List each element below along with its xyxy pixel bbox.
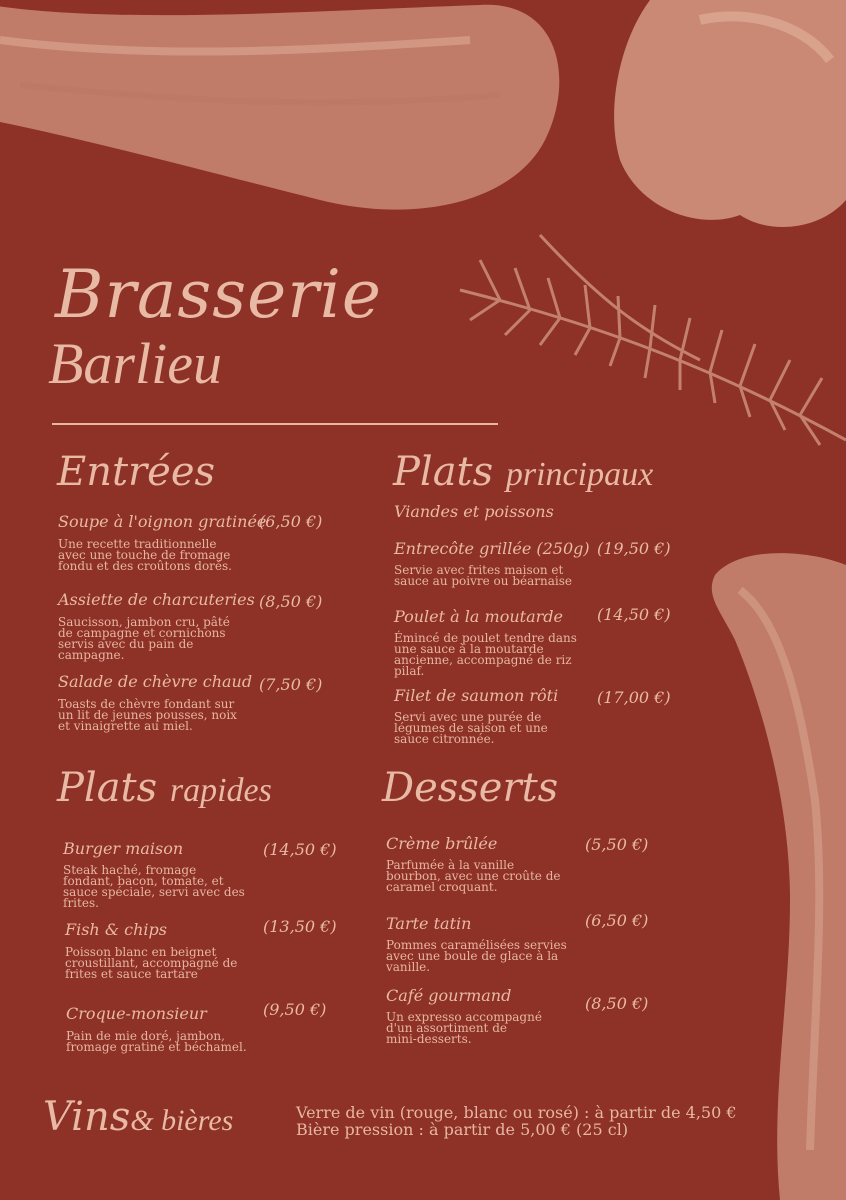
menu-item-name: Soupe à l'oignon gratinée [58, 512, 267, 531]
menu-item-description: Steak haché, fromage fondant, bacon, tomate, et sauce spéciale, servi avec des frites. [63, 863, 245, 910]
menu-item-description: Pain de mie doré, jambon, fromage gratiné et béchamel. [66, 1029, 247, 1054]
menu-item-description: Pommes caramélisées servies avec une boule de glace à la vanille. [386, 938, 567, 974]
menu-item-name: Tarte tatin [386, 914, 472, 933]
menu-item-price: (9,50 €) [263, 1000, 327, 1019]
beer-price-line: Bière pression : à partir de 5,00 € (25 cl) [296, 1120, 629, 1139]
menu-item-description: Parfumée à la vanille bourbon, avec une croûte de caramel croquant. [386, 858, 561, 894]
menu-item-name: Poulet à la moutarde [394, 607, 563, 626]
menu-item-name: Assiette de charcuteries [58, 590, 255, 609]
menu-item-price: (19,50 €) [597, 539, 671, 558]
brand-name: Brasserie [55, 256, 382, 333]
menu-item-description: Émincé de poulet tendre dans une sauce à la moutarde ancienne, accompagné de riz pilaf. [394, 631, 577, 678]
plats-principaux-subtitle: Viandes et poissons [394, 502, 554, 521]
menu-item-name: Crème brûlée [386, 834, 498, 853]
vins-bieres-heading: Vins& bières [43, 1094, 234, 1140]
wine-price-line: Verre de vin (rouge, blanc ou rosé) : à partir de 4,50 € [296, 1103, 737, 1122]
baguette-illustration [0, 5, 559, 210]
menu-item-name: Entrecôte grillée (250g) [394, 539, 590, 558]
menu-item-price: (8,50 €) [585, 994, 649, 1013]
menu-item-name: Burger maison [63, 839, 184, 858]
menu-item-description: Servie avec frites maison et sauce au poivre ou béarnaise [394, 563, 572, 588]
menu-item-name: Salade de chèvre chaud [58, 672, 253, 691]
header-divider [52, 423, 498, 425]
desserts-heading: Desserts [382, 765, 559, 811]
plats-principaux-heading: Plats principaux [393, 449, 654, 495]
menu-item-description: Toasts de chèvre fondant sur un lit de jeunes pousses, noix et vinaigrette au miel. [58, 697, 237, 733]
menu-item-price: (13,50 €) [263, 917, 337, 936]
entrees-heading: Entrées [57, 449, 216, 495]
menu-item-description: Une recette traditionnelle avec une touche de fromage fondu et des croûtons dorés. [58, 537, 232, 573]
menu-item-description: Saucisson, jambon cru, pâté de campagne et cornichons servis avec du pain de campagne. [58, 615, 230, 662]
menu-item-name: Croque-monsieur [66, 1004, 207, 1023]
menu-item-price: (7,50 €) [259, 675, 323, 694]
bread-roll-illustration [614, 0, 846, 227]
menu-item-name: Filet de saumon rôti [394, 686, 559, 705]
menu-item-price: (6,50 €) [585, 911, 649, 930]
menu-item-price: (17,00 €) [597, 688, 671, 707]
menu-item-description: Servi avec une purée de légumes de saison et une sauce citronnée. [394, 710, 548, 746]
menu-item-price: (6,50 €) [259, 512, 323, 531]
rosemary-illustration [460, 235, 846, 445]
menu-item-description: Un expresso accompagné d'un assortiment de mini-desserts. [386, 1010, 542, 1046]
menu-item-price: (14,50 €) [263, 840, 337, 859]
brand-script-name: Barlieu [48, 331, 222, 396]
menu-item-name: Café gourmand [386, 986, 512, 1005]
menu-item-name: Fish & chips [65, 920, 167, 939]
menu-item-price: (14,50 €) [597, 605, 671, 624]
plats-rapides-heading: Plats rapides [57, 765, 272, 811]
menu-item-price: (8,50 €) [259, 592, 323, 611]
menu-item-description: Poisson blanc en beignet croustillant, accompagné de frites et sauce tartare [65, 945, 238, 981]
menu-item-price: (5,50 €) [585, 835, 649, 854]
